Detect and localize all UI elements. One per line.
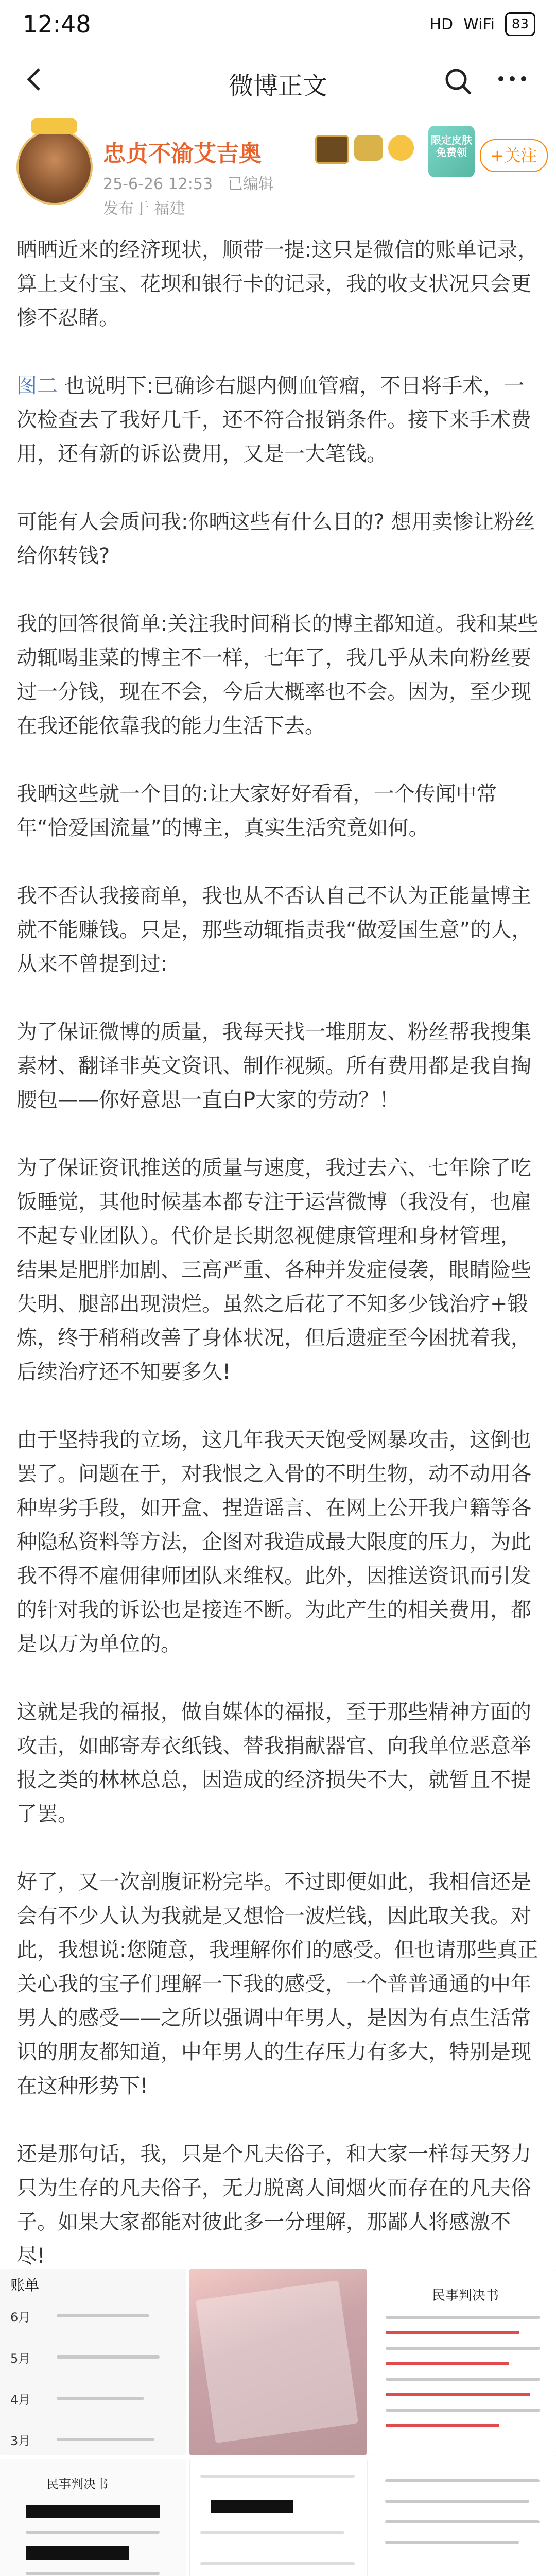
promo-text: 限定皮肤免费领 — [431, 134, 472, 159]
post-location: 发布于 福建 — [103, 200, 185, 218]
search-icon[interactable] — [442, 65, 475, 98]
document-title: 民事判决书 — [46, 2477, 108, 2492]
avatar[interactable] — [16, 129, 93, 205]
paragraph: 好了，又一次剖腹证粉完毕。不过即便如此，我相信还是会有不少人认为我就是又想恰一波烂钱，因此取关我。对此，我想说:您随意，我理解你们的感受。但也请那些真正关心我的宝子们理解一下我的感受，一个普普通通的中年男人的感受——之所以强调中年男人，是因为有点生活常识的朋友都知道，中年男人的生存压力有多大，特别是现在这种形势下! — [16, 1870, 538, 2098]
emoji-badge-icon[interactable] — [388, 135, 414, 161]
nav-bar — [0, 52, 556, 109]
post-body — [16, 233, 540, 2307]
crown-badge-icon[interactable] — [315, 135, 349, 164]
author-name[interactable]: 忠贞不渝艾吉奥 — [103, 141, 262, 167]
status-icons — [429, 12, 535, 36]
paragraph: 我不否认我接商单，我也从不否认自己不认为正能量博主就不能赚钱。只是，那些动辄指责我“做爱国生意”的人，从来不曾提到过: — [16, 884, 532, 976]
document-title: 民事判决书 — [432, 2288, 499, 2303]
medical-photo-image[interactable] — [189, 2269, 367, 2455]
paragraph: 我的回答很简单:关注我时间稍长的博主都知道。我和某些动辄喝韭菜的博主不一样，七年了，我几乎从未向粉丝要过一分钱，现在不会，今后大概率也不会。因为，至少现在我还能依靠我的能力生活下去。 — [16, 612, 538, 738]
court-document-image[interactable] — [370, 2269, 556, 2456]
image-grid — [0, 2269, 556, 2576]
paragraph — [16, 369, 540, 471]
author-header — [0, 120, 556, 223]
author-badges — [315, 135, 414, 164]
bill-title: 账单 — [10, 2277, 40, 2294]
battery-icon: 83 — [505, 12, 535, 36]
network-icon: HD — [429, 15, 454, 33]
paragraph: 由于坚持我的立场，这几年我天天饱受网暴攻击，这倒也罢了。问题在于，对我恨之入骨的不明生物，动不动用各种卑劣手段，如开盒、捏造谣言、在网上公开我户籍等各种隐私资料等方法，企图对我造成最大限度的压力，为此我不得不雇佣律师团队来维权。此外，因推送资讯而引发的针对我的诉讼也是接连不断。为此产生的相关费用，都是以万为单位的。 — [16, 1428, 531, 1656]
status-time: 12:48 — [23, 10, 91, 38]
paragraph: 为了保证资讯推送的质量与速度，我过去六、七年除了吃饭睡觉，其他时候基本都专注于运营微博（我没有，也雇不起专业团队）。代价是长期忽视健康管理和身材管理，结果是肥胖加剧、三高严重、各种并发症侵袭，眼睛险些失明、腿部出现溃烂。虽然之后花了不知多少钱治疗+锻炼，终于稍稍改善了身体状况，但后遗症至今困扰着我，后续治疗还不知要多久! — [16, 1156, 531, 1384]
paragraph-text: 也说明下:已确诊右腿内侧血管瘤，不日将手术，一次检查去了我好几千，还不符合报销条件。接下来手术费用，还有新的诉讼费用，又是一大笔钱。 — [16, 374, 531, 466]
bill-month: 6月 — [10, 2310, 31, 2325]
paragraph: 为了保证微博的质量，我每天找一堆朋友、粉丝帮我搜集素材、翻译非英文资讯、制作视频。所有费用都是我自掏腰包——你好意思一直白P大家的劳动？！ — [16, 1020, 531, 1112]
follow-button[interactable]: +关注 — [480, 139, 548, 172]
chat-screenshot-image[interactable] — [189, 2459, 368, 2576]
edited-label[interactable]: 已编辑 — [227, 175, 274, 193]
avatar-badge — [31, 118, 77, 134]
bill-month: 4月 — [10, 2393, 31, 2407]
level-badge-icon[interactable] — [354, 135, 383, 161]
paragraph: 可能有人会质问我:你晒这些有什么目的? 想用卖惨让粉丝给你转钱? — [16, 510, 535, 568]
bill-month: 3月 — [10, 2434, 31, 2448]
more-icon[interactable] — [498, 76, 526, 81]
document-image[interactable] — [370, 2459, 556, 2576]
paragraph: 我晒这些就一个目的:让大家好好看看，一个传闻中常年“恰爱国流量”的博主，真实生活究竟如何。 — [16, 782, 497, 840]
image-link[interactable]: 图二 — [16, 374, 58, 398]
post-date: 25-6-26 12:53 — [103, 175, 213, 193]
page-title: 微博正文 — [228, 72, 327, 100]
post-meta — [103, 171, 274, 194]
paragraph: 晒晒近来的经济现状，顺带一提:这只是微信的账单记录，算上支付宝、花坝和银行卡的记录，我的收支状况只会更惨不忍睹。 — [16, 238, 538, 330]
paragraph: 还是那句话，我，只是个凡夫俗子，和大家一样每天努力只为生存的凡夫俗子，无力脱离人间烟火而存在的凡夫俗子。如果大家都能对彼此多一分理解，那鄙人将感激不尽! — [16, 2142, 531, 2268]
bill-month: 5月 — [10, 2351, 31, 2366]
wifi-icon: WiFi — [463, 15, 495, 33]
court-document-image[interactable] — [0, 2459, 186, 2576]
promo-banner[interactable] — [428, 126, 475, 177]
paragraph: 这就是我的福报，做自媒体的福报，至于那些精神方面的攻击，如邮寄寿衣纸钱、替我捐献器官、向我单位恶意举报之类的林林总总，因造成的经济损失不大，就暂且不提了罢。 — [16, 1700, 531, 1826]
bill-screenshot-image[interactable] — [0, 2269, 186, 2455]
